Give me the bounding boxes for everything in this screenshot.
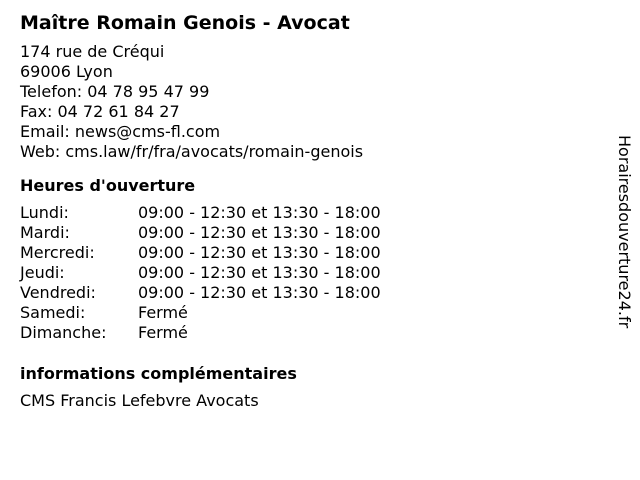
hours-row-tuesday [20,223,600,243]
hours-row-friday [20,283,600,303]
info-heading: informations complémentaires [20,364,297,383]
side-brand-watermark: Horairesdouverture24.fr [615,135,634,329]
hours-row-thursday [20,263,600,283]
hours-day: Samedi: [20,303,86,322]
hours-day: Vendredi: [20,283,96,302]
hours-heading: Heures d'ouverture [20,176,196,195]
hours-time: 09:00 - 12:30 et 13:30 - 18:00 [138,243,381,262]
hours-time: Fermé [138,323,188,342]
hours-time: 09:00 - 12:30 et 13:30 - 18:00 [138,263,381,282]
hours-row-saturday [20,303,600,323]
address-street: 174 rue de Créqui [20,42,165,61]
info-text: CMS Francis Lefebvre Avocats [20,391,259,410]
hours-day: Lundi: [20,203,69,222]
web-line: Web: cms.law/fr/fra/avocats/romain-genois [20,142,364,161]
email-line: Email: news@cms-fl.com [20,122,221,141]
hours-row-sunday [20,323,600,343]
hours-day: Mercredi: [20,243,95,262]
hours-day: Jeudi: [20,263,65,282]
hours-time: 09:00 - 12:30 et 13:30 - 18:00 [138,203,381,222]
hours-time: 09:00 - 12:30 et 13:30 - 18:00 [138,283,381,302]
page-title: Maître Romain Genois - Avocat [20,12,350,34]
phone-line: Telefon: 04 78 95 47 99 [20,82,210,101]
hours-row-wednesday [20,243,600,263]
hours-time: 09:00 - 12:30 et 13:30 - 18:00 [138,223,381,242]
business-card [20,10,600,411]
hours-time: Fermé [138,303,188,322]
hours-row-monday [20,203,600,223]
address-city: 69006 Lyon [20,62,113,81]
hours-day: Dimanche: [20,323,107,342]
hours-day: Mardi: [20,223,70,242]
fax-line: Fax: 04 72 61 84 27 [20,102,180,121]
hours-list [20,203,600,343]
